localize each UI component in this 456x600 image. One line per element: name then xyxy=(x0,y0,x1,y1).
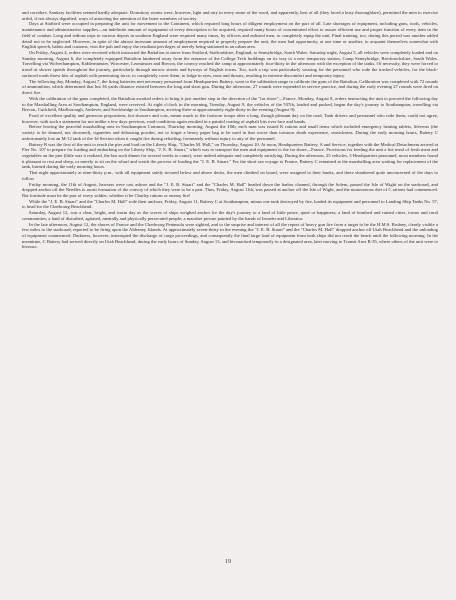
body-text xyxy=(22,10,438,250)
page-number: 19 xyxy=(225,559,231,565)
paragraph: Before leaving the peaceful marshalling area in Southampton Common, Thursday morning, August the 10th, each man was issued K rations and small items which included emergency heating tablets, lifevests (the variety to be donned, not drowned), cigarettes and delousing powder, not to forget a heavy paper bag to be used in that worse than tortuous death experience, seasickness. During the early morning hours, Battery C unfortunately lost an M-12 tank of the 3d Section when it caught fire during refueling, fortunately without injury to any of the personnel. xyxy=(22,124,438,141)
paragraph: Days at Stafford were occupied in preparing the unit for movement to the Continent, which required long hours of diligent employment on the part of all. Late shortages of equipment, including guns, tools, vehicles, maintenance and administrative supplies—an indefinite amount of equipment of every description to be acquired, required many hours of concentrated effort to assure efficient use and proper function of every item in the field of combat. Long and tedious trips to various depots in southern England were required many times, by officers and enlisted men, to completely equip the unit. Final training, too, during this period was another added detail not to be neglected. However, in spite of the almost incessant amount of employment required to properly prepare the unit, the men had opportunity, at one time or another, to acquaint themselves somewhat with English speech, habits and customs, visit the pub and enjoy the resultant privileges of merely being stationed in an urban area. xyxy=(22,21,438,50)
paragraph: In the late afternoon, August 12, the shores of France and the Cherbourg Peninsula were sighted, and to the surprise and interest of all the report of heavy gun fire from a target to be the H.M.S. Rodney, clearly visible a few miles to the starboard, reported to be firing upon the Alderney Islands. At approximately seven-thirty in the evening the "J. E. B. Stuart" and the "Charles M. Hall" dropped anchor off Utah Beachhead and the unloading of equipment commenced. Darkness, however, interrupted the discharge of cargo proceedings, and consequently the final large load of equipment from both ships did not reach the beach until the following morning. In the meantime, C Battery had arrived directly on Utah Beachhead, during the early hours of Sunday, August 13, and bivouacked temporarily in a designated area, later moving to Transit Area B-35, where others of the unit were to bivouac. xyxy=(22,221,438,250)
paragraph: The following day, Monday, August 7, the firing batteries met necessary personnel from Headquarters Battery, went to the calibration range to calibrate the guns of the Battalion. Calibration was completed with 72 rounds of ammunition, which determined that but 36 yards distance existed between the long and short gun. During the afternoon, 27 rounds were expended in service practice, and during the early evening 27 rounds were fired on direct fire. xyxy=(22,78,438,96)
paragraph: Friday morning, the 11th of August, hawsers were cast ashore and the "J. E. B. Stuart" and the "Charles M. Hall" headed down the harbor channel, through the Solent, passed the Isle of Wight on the starboard, and dropped anchor off the Needles to await formation of the convoy of which they were to be a part. Thus, Friday, August 11th, was passed at anchor off the Isle of Wight, and the monotonous diet of C rations had commenced. But fortitude must be the part of every soldier, whether it be Charley rations or enemy fire! xyxy=(22,181,438,198)
paragraph: and corridors. Sanitary facilities seemed hardly adequate. Dormitory rooms were, however, light and airy in every sense of the word, and apparently, best of all (they faced a busy thoroughfare), permitted the men to exercise artful, if not always dignified, ways of attracting the attention of the fairer members of society. xyxy=(22,10,438,21)
paragraph: With the calibration of the guns completed, the Battalion awaited orders to bring it just another step in the direction of the "far shore"—France. Monday, August 8, orders instructing the unit to proceed the following day to the Marshalling Area at Southampton, England, were received. At eight o'clock in the morning, Tuesday, August 9, the vehicles of the 537th, loaded and packed, began the day's journey to Southampton, travelling via Brecon, Cuckfield, Marlborough, Andover, and Stockbridge to Southampton, arriving there at approximately eight-thirty in the evening (August 9). xyxy=(22,95,438,113)
paragraph: Battery B was the first of the unit to reach the pier and load on the Liberty Ship, "Charles M. Hall," on Thursday, August 10. At noon, Headquarters Battery, A and Service, together with the Medical Detachment arrived at Pier No. 107 to prepare for loading and embarking on the Liberty Ship, "J. E. B. Stuart," which was to transport the men and equipment to the far shore—France. Provisions for feeding the unit a hot meal of fresh meat and vegetables on the pier (little was it realized, the last such dinner for several weeks to come), were indeed adequate and completely satisfying. During the afternoon, 25 vehicles, 3 Headquarters personnel, most members found it pleasant to rest and sleep, or merely to sit on the wharf and watch the process of loading the "J. E. B. Stuart." For the short sea voyage to France, Battery C remained at the marshalling area waiting for replacement of the tank, burned during the early morning hours. xyxy=(22,141,438,170)
paragraph: Food of excellent quality and generous proportions, hot showers and cots, meant much to the footsore troops after a long, though pleasant day on the road. Tank drivers and personnel who rode them, could not agree, however, with such a statement for not unlike a few days previous, road conditions again resulted in a painful coating of asphalt bits over face and hands. xyxy=(22,112,438,124)
paragraph: While the "J. E. B. Stuart" and the "Charles M. Hall" rode their anchors, Friday, August 11, Battery C at Southampton, minus one tank destroyed by fire, loaded its equipment and personnel to Landing Ship Tanks No. 57, to head for the Cherbourg Beachhead. xyxy=(22,198,438,210)
paragraph: That night approximately at nine-thirty p.m., with all equipment safely secured below and above decks, the men climbed on board, were assigned to their bunks, and there slumbered quite unconcerned of the days to follow. xyxy=(22,170,438,181)
paragraph: Saturday, August 12, was a clear, bright, and warm day as the scores of ships weighed anchor for the day's journey to a land of little peace, quiet or happiness; a land of bombed and ruined cities, towns and rural communities; a land of disturbed, agitated, mentally and physically persecuted people; a macabre picture painted by the hands of Invader and Liberator. xyxy=(22,210,438,221)
paragraph: On Friday, August 4, orders were received which instructed the Battalion to move from Stafford, Staffordshire, England, to Sennybridge, South Wales. Saturday night, August 5, all vehicles were completely loaded and on Sunday morning, August 6, the completely equipped Battalion lumbered away from the entrance of the College Tech buildings on its way to a new temporary station, Camp Sennybridge, Brecknockshire, South Wales. Travelling via Wolverhampton, Kidderminster, Worcester, Leominster and Brecon, the convoy reached the camp at approximately four-thirty in the afternoon with the exception of the tanks. Of necessity, they were forced to travel at slower speeds throughout the journey, particularly through narrow streets and byways of English towns. Too, such a trip was particularly wearing for the personnel who rode the tracked vehicles, for the black-surfaced roads threw bits of asphalt with penetrating force, to completely cover them, to lodge in eyes, nose and throats, resulting in extreme discomfort and temporary injury. xyxy=(22,50,438,78)
